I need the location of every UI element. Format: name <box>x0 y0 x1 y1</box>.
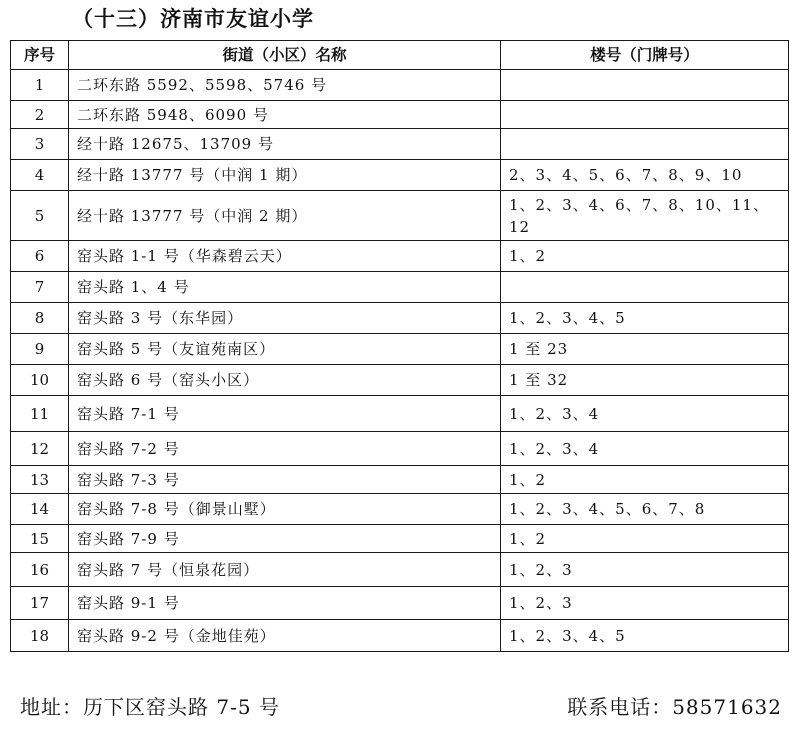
street-name: 窑头路 5 号（友谊苑南区） <box>69 334 501 365</box>
building-numbers: 1、2、3 <box>501 553 789 587</box>
street-name: 窑头路 9-2 号（金地佳苑） <box>69 620 501 652</box>
table-header-row <box>11 41 789 70</box>
table-row <box>11 432 789 466</box>
street-name: 二环东路 5948、6090 号 <box>69 101 501 129</box>
row-number: 18 <box>11 620 69 652</box>
street-name: 窑头路 9-1 号 <box>69 587 501 620</box>
street-name: 窑头路 1、4 号 <box>69 272 501 303</box>
building-numbers: 1、2 <box>501 466 789 494</box>
table-row <box>11 494 789 525</box>
table-row <box>11 191 789 241</box>
table-row <box>11 553 789 587</box>
table-row <box>11 101 789 129</box>
street-name: 经十路 13777 号（中润 2 期） <box>69 191 501 241</box>
building-numbers: 1、2 <box>501 525 789 553</box>
building-numbers: 1、2、3、4 <box>501 396 789 432</box>
table-row <box>11 160 789 191</box>
table-row <box>11 525 789 553</box>
row-number: 8 <box>11 303 69 334</box>
row-number: 14 <box>11 494 69 525</box>
table-row <box>11 365 789 396</box>
street-name: 窑头路 6 号（窑头小区） <box>69 365 501 396</box>
row-number: 17 <box>11 587 69 620</box>
header-buildings: 楼号（门牌号） <box>501 41 789 70</box>
building-numbers <box>501 70 789 101</box>
document-title: （十三）济南市友谊小学 <box>72 6 314 31</box>
street-name: 窑头路 7 号（恒泉花园） <box>69 553 501 587</box>
row-number: 10 <box>11 365 69 396</box>
building-numbers <box>501 101 789 129</box>
table-row <box>11 303 789 334</box>
table-row <box>11 396 789 432</box>
table-row <box>11 70 789 101</box>
street-name: 窑头路 7-3 号 <box>69 466 501 494</box>
table-row <box>11 129 789 160</box>
building-numbers: 1、2、3、4 <box>501 432 789 466</box>
header-no: 序号 <box>11 41 69 70</box>
building-numbers: 1、2、3、4、5、6、7、8 <box>501 494 789 525</box>
row-number: 2 <box>11 101 69 129</box>
row-number: 3 <box>11 129 69 160</box>
street-name: 窑头路 7-8 号（御景山墅） <box>69 494 501 525</box>
building-numbers: 1、2 <box>501 241 789 272</box>
row-number: 5 <box>11 191 69 241</box>
street-name: 窑头路 3 号（东华园） <box>69 303 501 334</box>
row-number: 13 <box>11 466 69 494</box>
table-row <box>11 334 789 365</box>
building-numbers: 1、2、3、4、6、7、8、10、11、12 <box>501 191 789 241</box>
street-name: 窑头路 1-1 号（华森碧云天） <box>69 241 501 272</box>
row-number: 6 <box>11 241 69 272</box>
header-street: 街道（小区）名称 <box>69 41 501 70</box>
table-row <box>11 466 789 494</box>
row-number: 16 <box>11 553 69 587</box>
row-number: 11 <box>11 396 69 432</box>
building-numbers <box>501 129 789 160</box>
street-name: 经十路 13777 号（中润 1 期） <box>69 160 501 191</box>
contact-phone: 联系电话：58571632 <box>567 695 782 719</box>
table-row <box>11 620 789 652</box>
building-numbers: 1 至 32 <box>501 365 789 396</box>
table-row <box>11 241 789 272</box>
building-numbers: 1、2、3、4、5 <box>501 303 789 334</box>
building-numbers: 2、3、4、5、6、7、8、9、10 <box>501 160 789 191</box>
building-numbers: 1、2、3 <box>501 587 789 620</box>
school-address: 地址：历下区窑头路 7-5 号 <box>20 695 280 719</box>
district-table <box>10 40 789 652</box>
street-name: 经十路 12675、13709 号 <box>69 129 501 160</box>
row-number: 12 <box>11 432 69 466</box>
street-name: 窑头路 7-9 号 <box>69 525 501 553</box>
street-name: 窑头路 7-1 号 <box>69 396 501 432</box>
row-number: 4 <box>11 160 69 191</box>
building-numbers <box>501 272 789 303</box>
street-name: 二环东路 5592、5598、5746 号 <box>69 70 501 101</box>
building-numbers: 1、2、3、4、5 <box>501 620 789 652</box>
row-number: 9 <box>11 334 69 365</box>
row-number: 15 <box>11 525 69 553</box>
street-name: 窑头路 7-2 号 <box>69 432 501 466</box>
row-number: 1 <box>11 70 69 101</box>
table-row <box>11 272 789 303</box>
row-number: 7 <box>11 272 69 303</box>
building-numbers: 1 至 23 <box>501 334 789 365</box>
table-row <box>11 587 789 620</box>
